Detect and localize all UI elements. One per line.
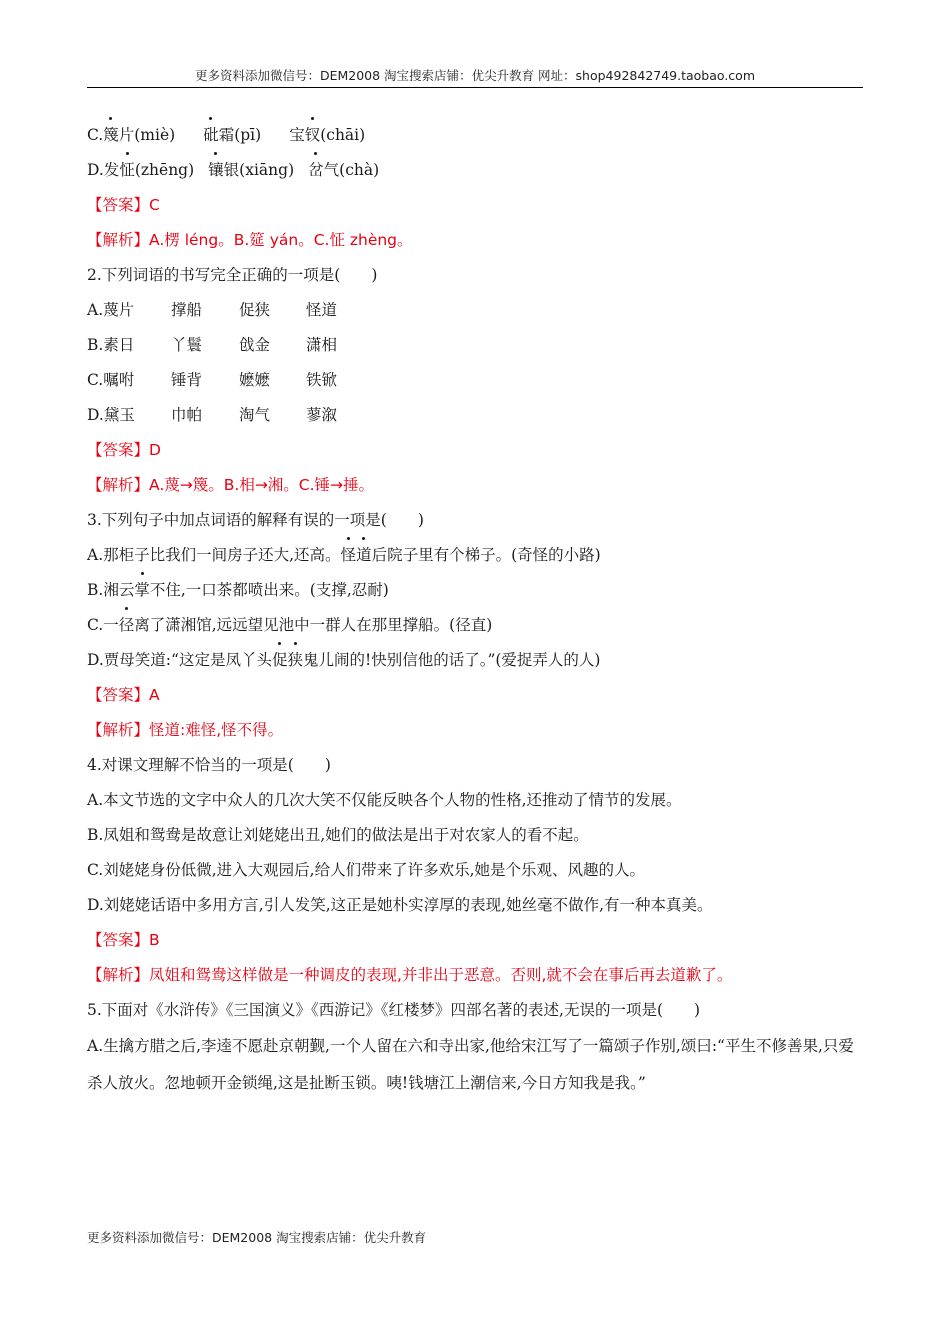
q3-analysis bbox=[87, 713, 863, 748]
dotted-char: 怔 bbox=[119, 153, 135, 188]
dotted-char: 岔 bbox=[308, 153, 324, 188]
dotted-char: 钗 bbox=[305, 118, 321, 153]
q4-analysis bbox=[87, 958, 863, 993]
q3-option-d bbox=[87, 643, 863, 678]
option-word: 戗金 bbox=[239, 336, 271, 354]
answer-tag: 【答案】 bbox=[87, 686, 150, 704]
option-word: 蓼溆 bbox=[306, 406, 338, 424]
analysis-tag: 【解析】 bbox=[87, 721, 150, 739]
q3-answer bbox=[87, 678, 863, 713]
pinyin-text: 气(chà) bbox=[323, 161, 380, 179]
q2-option-b bbox=[87, 328, 863, 363]
header-divider bbox=[87, 87, 863, 88]
option-word: A.蔑片 bbox=[87, 301, 135, 319]
q1-answer bbox=[87, 188, 863, 223]
analysis-tag: 【解析】 bbox=[87, 966, 150, 984]
q3-option-c bbox=[87, 608, 863, 643]
q2-analysis bbox=[87, 468, 863, 503]
answer-value: A bbox=[149, 686, 160, 704]
sentence-text: D.贾母笑道:“这定是凤丫头 bbox=[87, 651, 272, 669]
dotted-char: 篾 bbox=[103, 118, 119, 153]
pinyin-text: 霜(pī) bbox=[218, 126, 262, 144]
answer-value: D bbox=[149, 441, 161, 459]
answer-value: C bbox=[149, 196, 160, 214]
option-word: 铁锨 bbox=[306, 371, 338, 389]
option-word: 淘气 bbox=[239, 406, 271, 424]
dotted-char: 促 bbox=[272, 643, 288, 678]
q3-stem: 3.下列句子中加点词语的解释有误的一项是( ) bbox=[87, 511, 424, 529]
option-word: 锤背 bbox=[171, 371, 203, 389]
option-word: 撑船 bbox=[171, 301, 203, 319]
dotted-char: 道 bbox=[356, 538, 372, 573]
dotted-char: 怪 bbox=[341, 538, 357, 573]
q1-analysis bbox=[87, 223, 863, 258]
dotted-char: 砒 bbox=[203, 118, 219, 153]
option-word: 丫鬟 bbox=[171, 336, 203, 354]
option-word: C.嘱咐 bbox=[87, 371, 135, 389]
option-word: 巾帕 bbox=[171, 406, 203, 424]
answer-tag: 【答案】 bbox=[87, 931, 150, 949]
analysis-tag: 【解析】 bbox=[87, 476, 150, 494]
option-label: C. bbox=[87, 126, 104, 144]
answer-value: B bbox=[149, 931, 160, 949]
answer-tag: 【答案】 bbox=[87, 441, 150, 459]
dotted-char: 镶 bbox=[208, 153, 224, 188]
q4-option-b: B.凤姐和鸳鸯是故意让刘姥姥出丑,她们的做法是出于对农家人的看不起。 bbox=[87, 826, 589, 844]
option-word: 嬷嬷 bbox=[239, 371, 271, 389]
sentence-text: B.湘云 bbox=[87, 581, 135, 599]
dotted-char: 径 bbox=[119, 608, 135, 643]
sentence-text: 鬼儿闹的!快别信他的话了。”(爱捉弄人的人) bbox=[302, 651, 601, 669]
answer-tag: 【答案】 bbox=[87, 196, 150, 214]
q3-option-a bbox=[87, 538, 863, 573]
sentence-text: 不住,一口茶都喷出来。(支撑,忍耐) bbox=[149, 581, 389, 599]
q4-option-a: A.本文节选的文字中众人的几次大笑不仅能反映各个人物的性格,还推动了情节的发展。 bbox=[87, 791, 682, 809]
analysis-tag: 【解析】 bbox=[87, 231, 150, 249]
analysis-text: 凤姐和鸳鸯这样做是一种调皮的表现,并非出于恶意。否则,就不会在事后再去道歉了。 bbox=[149, 966, 733, 984]
option-word: 促狭 bbox=[239, 301, 271, 319]
analysis-text: A.蔑→篾。B.相→湘。C.锤→捶。 bbox=[149, 476, 375, 494]
pinyin-text: 银(xiāng) bbox=[223, 161, 295, 179]
q2-option-c bbox=[87, 363, 863, 398]
sentence-text: C.一 bbox=[87, 616, 119, 634]
q4-option-c: C.刘姥姥身份低微,进入大观园后,给人们带来了许多欢乐,她是个乐观、风趣的人。 bbox=[87, 861, 646, 879]
pinyin-text: 片(miè) bbox=[118, 126, 176, 144]
dotted-char: 狭 bbox=[287, 643, 303, 678]
page-header: 更多资料添加微信号：DEM2008 淘宝搜索店铺：优尖升教育 网址：shop492842749.taobao.com bbox=[194, 68, 756, 83]
q2-option-d bbox=[87, 398, 863, 433]
q2-answer bbox=[87, 433, 863, 468]
plain-char: 宝 bbox=[289, 126, 305, 144]
option-word: 怪道 bbox=[306, 301, 338, 319]
q2-option-a bbox=[87, 293, 863, 328]
option-label: D.发 bbox=[87, 161, 120, 179]
pinyin-text: (zhēng) bbox=[134, 161, 195, 179]
sentence-text: 后院子里有个梯子。(奇怪的小路) bbox=[371, 546, 601, 564]
analysis-text: A.楞 léng。B.筵 yán。C.怔 zhèng。 bbox=[149, 231, 413, 249]
q5-stem: 5.下面对《水浒传》《三国演义》《西游记》《红楼梦》四部名著的表述,无误的一项是( ) bbox=[87, 1001, 701, 1019]
q1-option-c bbox=[87, 118, 863, 153]
analysis-text: 怪道:难怪,怪不得。 bbox=[149, 721, 284, 739]
option-word: 潇相 bbox=[306, 336, 338, 354]
q5-option-a: A.生擒方腊之后,李逵不愿赴京朝觐,一个人留在六和寺出家,他给宋江写了一篇颂子作别,颂曰:“平生不修善果,只爱杀人放火。忽地顿开金锁绳,这是扯断玉锁。咦!钱塘江上潮信来,今日方知我是我。” bbox=[87, 1037, 854, 1092]
sentence-text: A.那柜子比我们一间房子还大,还高。 bbox=[87, 546, 341, 564]
q4-stem: 4.对课文理解不恰当的一项是( ) bbox=[87, 756, 331, 774]
option-word: B.素日 bbox=[87, 336, 135, 354]
option-word: D.黛玉 bbox=[87, 406, 135, 424]
pinyin-text: (chāi) bbox=[320, 126, 366, 144]
q2-stem: 2.下列词语的书写完全正确的一项是( ) bbox=[87, 266, 378, 284]
page-footer: 更多资料添加微信号：DEM2008 淘宝搜索店铺：优尖升教育 bbox=[87, 1230, 427, 1245]
q1-option-d bbox=[87, 153, 863, 188]
dotted-char: 掌 bbox=[134, 573, 150, 608]
sentence-text: 离了潇湘馆,远远望见池中一群人在那里撑船。(径直) bbox=[134, 616, 493, 634]
document-body bbox=[87, 118, 863, 1102]
q3-option-b bbox=[87, 573, 863, 608]
q4-option-d: D.刘姥姥话语中多用方言,引人发笑,这正是她朴实淳厚的表现,她丝毫不做作,有一种本真美。 bbox=[87, 896, 713, 914]
q4-answer bbox=[87, 923, 863, 958]
